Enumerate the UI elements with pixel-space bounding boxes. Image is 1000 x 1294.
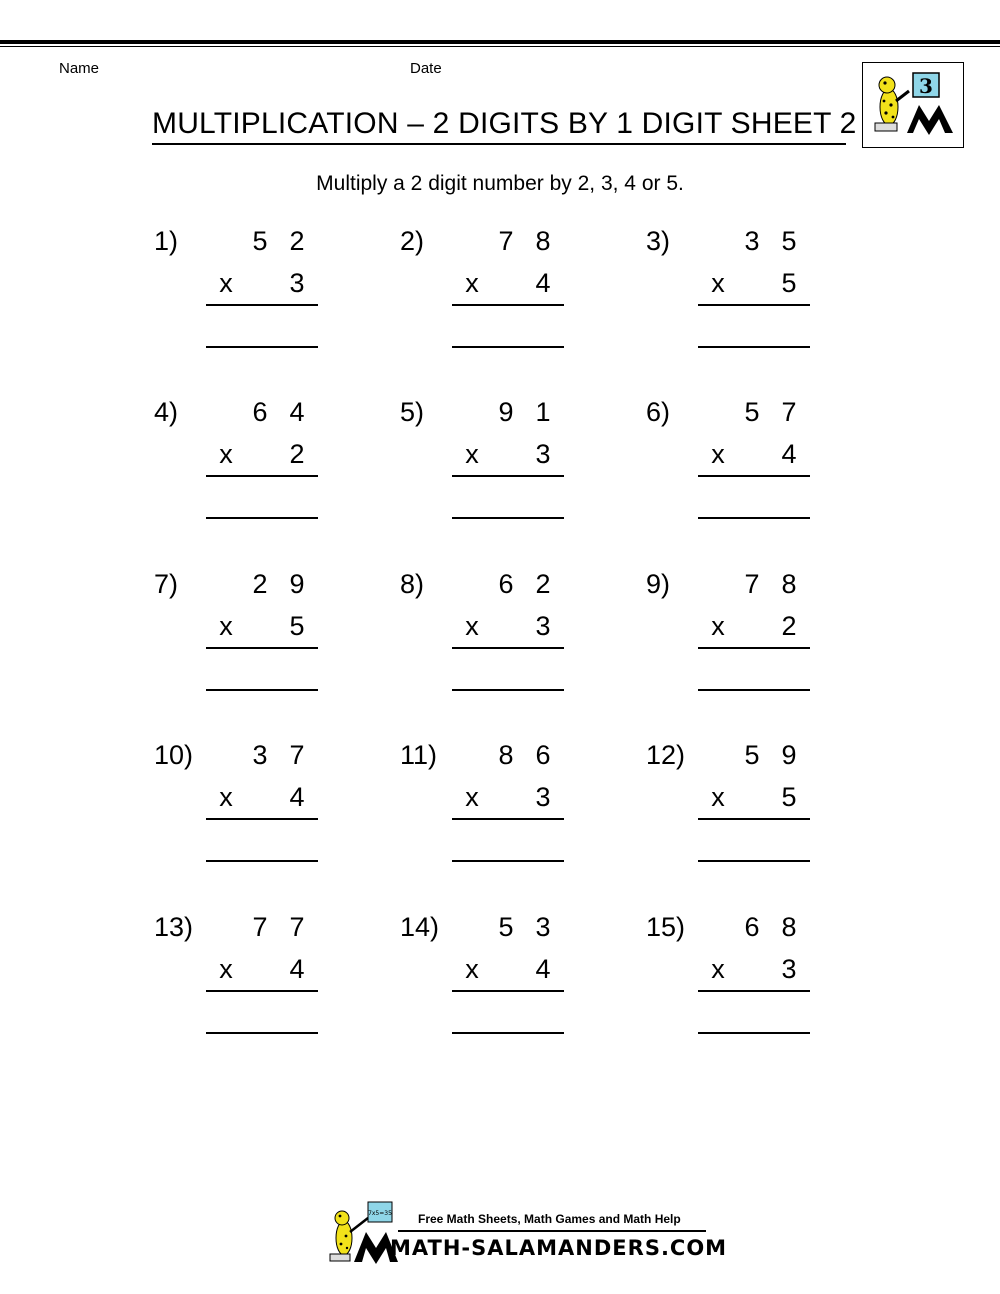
tens-digit: 7 [498, 226, 514, 256]
multiply-sign: x [711, 782, 725, 812]
ones-digit: 6 [535, 740, 551, 770]
top-border-thick [0, 40, 1000, 44]
ones-digit: 8 [535, 226, 551, 256]
multiplier-digit: 2 [781, 611, 797, 641]
tens-digit: 7 [252, 912, 268, 942]
multiplier-digit: 5 [781, 268, 797, 298]
answer-line[interactable] [698, 689, 810, 691]
footer-brand[interactable]: MATH-SALAMANDERS.COM [390, 1236, 728, 1260]
multiplier-digit: 4 [289, 782, 305, 812]
answer-line[interactable] [452, 517, 564, 519]
answer-line[interactable] [206, 860, 318, 862]
multiplier-digit: 4 [781, 439, 797, 469]
multiplier-digit: 3 [535, 782, 551, 812]
problem-7 [154, 569, 354, 719]
tens-digit: 2 [252, 569, 268, 599]
multiplier-digit: 3 [781, 954, 797, 984]
ones-digit: 8 [781, 569, 797, 599]
operation-line [452, 818, 564, 820]
problem-number: 11) [400, 740, 438, 770]
page-title: MULTIPLICATION – 2 DIGITS BY 1 DIGIT SHEET 2 [152, 107, 857, 140]
ones-digit: 7 [289, 740, 305, 770]
footer [320, 1198, 728, 1268]
problem-3 [646, 226, 846, 376]
multiplier-digit: 4 [535, 268, 551, 298]
tens-digit: 3 [252, 740, 268, 770]
multiply-sign: x [219, 954, 233, 984]
problem-1 [154, 226, 354, 376]
answer-line[interactable] [206, 689, 318, 691]
ones-digit: 2 [535, 569, 551, 599]
multiply-sign: x [711, 954, 725, 984]
operation-line [452, 647, 564, 649]
multiplier-digit: 5 [781, 782, 797, 812]
operation-line [452, 475, 564, 477]
problem-number: 13) [154, 912, 194, 942]
multiplier-digit: 3 [289, 268, 305, 298]
ones-digit: 9 [781, 740, 797, 770]
multiplier-digit: 5 [289, 611, 305, 641]
problem-5 [400, 397, 600, 547]
ones-digit: 4 [289, 397, 305, 427]
multiplier-digit: 3 [535, 439, 551, 469]
title-underline [152, 143, 846, 145]
tens-digit: 5 [252, 226, 268, 256]
answer-line[interactable] [206, 517, 318, 519]
multiplier-digit: 4 [289, 954, 305, 984]
problem-number: 12) [646, 740, 686, 770]
answer-line[interactable] [698, 346, 810, 348]
operation-line [698, 990, 810, 992]
multiply-sign: x [219, 268, 233, 298]
problem-10 [154, 740, 354, 890]
ones-digit: 9 [289, 569, 305, 599]
problem-number: 10) [154, 740, 194, 770]
answer-line[interactable] [452, 860, 564, 862]
operation-line [206, 990, 318, 992]
multiplier-digit: 3 [535, 611, 551, 641]
answer-line[interactable] [206, 1032, 318, 1034]
answer-line[interactable] [698, 517, 810, 519]
tens-digit: 6 [252, 397, 268, 427]
answer-line[interactable] [452, 1032, 564, 1034]
ones-digit: 2 [289, 226, 305, 256]
multiply-sign: x [465, 439, 479, 469]
problem-number: 3) [646, 226, 671, 256]
problem-4 [154, 397, 354, 547]
answer-line[interactable] [698, 860, 810, 862]
footer-rule [398, 1230, 706, 1232]
tens-digit: 5 [744, 740, 760, 770]
problem-number: 4) [154, 397, 179, 427]
top-border-thin [0, 46, 1000, 47]
problem-11 [400, 740, 600, 890]
answer-line[interactable] [206, 346, 318, 348]
problem-number: 8) [400, 569, 425, 599]
tens-digit: 6 [498, 569, 514, 599]
date-label: Date [410, 60, 442, 77]
problem-8 [400, 569, 600, 719]
logo-grade-number: 3 [919, 74, 933, 98]
answer-line[interactable] [698, 1032, 810, 1034]
multiply-sign: x [219, 439, 233, 469]
tens-digit: 5 [744, 397, 760, 427]
salamander-logo-icon [320, 1198, 400, 1268]
operation-line [206, 475, 318, 477]
problem-number: 5) [400, 397, 425, 427]
ones-digit: 1 [535, 397, 551, 427]
answer-line[interactable] [452, 689, 564, 691]
tens-digit: 5 [498, 912, 514, 942]
multiply-sign: x [465, 268, 479, 298]
tens-digit: 7 [744, 569, 760, 599]
operation-line [698, 818, 810, 820]
ones-digit: 3 [535, 912, 551, 942]
problem-number: 15) [646, 912, 686, 942]
problem-number: 7) [154, 569, 179, 599]
operation-line [206, 647, 318, 649]
tens-digit: 6 [744, 912, 760, 942]
problem-2 [400, 226, 600, 376]
operation-line [452, 304, 564, 306]
answer-line[interactable] [452, 346, 564, 348]
multiply-sign: x [711, 268, 725, 298]
ones-digit: 5 [781, 226, 797, 256]
operation-line [452, 990, 564, 992]
operation-line [698, 304, 810, 306]
ones-digit: 8 [781, 912, 797, 942]
problem-number: 14) [400, 912, 440, 942]
problem-number: 2) [400, 226, 425, 256]
tens-digit: 9 [498, 397, 514, 427]
multiply-sign: x [219, 782, 233, 812]
multiply-sign: x [465, 782, 479, 812]
problem-12 [646, 740, 846, 890]
problem-6 [646, 397, 846, 547]
logo-sign-text: 7x5=35 [368, 1210, 392, 1217]
operation-line [698, 647, 810, 649]
operation-line [698, 475, 810, 477]
footer-tagline: Free Math Sheets, Math Games and Math Help [418, 1212, 681, 1226]
multiply-sign: x [219, 611, 233, 641]
problem-number: 6) [646, 397, 671, 427]
problem-14 [400, 912, 600, 1062]
operation-line [206, 818, 318, 820]
operation-line [206, 304, 318, 306]
tens-digit: 3 [744, 226, 760, 256]
ones-digit: 7 [781, 397, 797, 427]
multiply-sign: x [711, 439, 725, 469]
name-label: Name [59, 60, 100, 77]
problem-number: 1) [154, 226, 179, 256]
tens-digit: 8 [498, 740, 514, 770]
multiply-sign: x [465, 611, 479, 641]
ones-digit: 7 [289, 912, 305, 942]
multiply-sign: x [711, 611, 725, 641]
salamander-grade-logo-icon [862, 62, 964, 148]
multiply-sign: x [465, 954, 479, 984]
problem-15 [646, 912, 846, 1062]
multiplier-digit: 4 [535, 954, 551, 984]
multiplier-digit: 2 [289, 439, 305, 469]
problem-number: 9) [646, 569, 671, 599]
problem-9 [646, 569, 846, 719]
instructions: Multiply a 2 digit number by 2, 3, 4 or 5. [316, 172, 684, 195]
problem-13 [154, 912, 354, 1062]
